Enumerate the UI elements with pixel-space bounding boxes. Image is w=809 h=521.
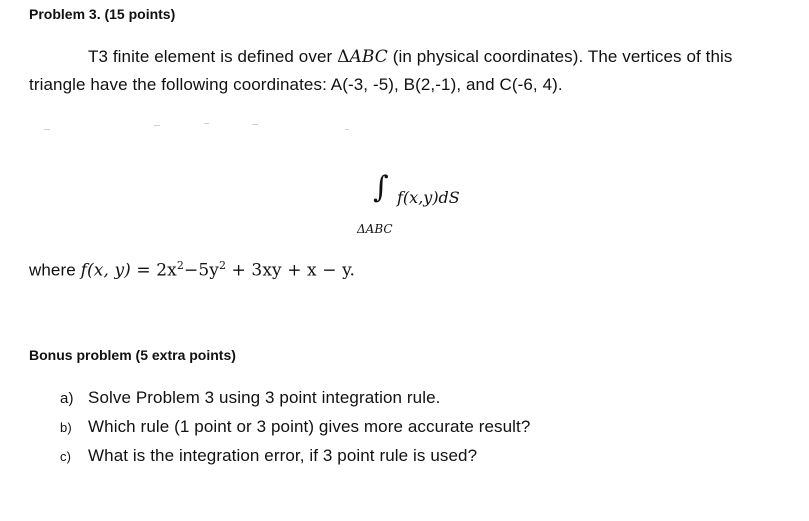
where-prefix: where xyxy=(29,260,81,280)
list-item xyxy=(60,417,530,437)
list-marker: c) xyxy=(60,449,72,464)
list-item xyxy=(60,446,477,466)
function-definition xyxy=(29,259,355,281)
scan-artifact-line xyxy=(204,123,209,124)
list-item-text: Solve Problem 3 using 3 point integration rule. xyxy=(88,388,441,407)
function-remaining-terms: + 3xy + x − y. xyxy=(226,260,356,281)
function-term-2: −5y xyxy=(183,260,219,281)
problem-statement-line-2: triangle have the following coordinates: A(-3, -5), B(2,-1), and C(-6, 4). xyxy=(29,75,563,94)
problem-statement-line-1 xyxy=(88,47,733,67)
scan-artifact-line xyxy=(252,124,258,125)
list-item xyxy=(60,388,440,408)
scan-artifact-line xyxy=(345,129,349,130)
surface-integral xyxy=(357,170,513,240)
statement-text-after-triangle: (in physical coordinates). The vertices of this xyxy=(387,47,733,66)
statement-text-before-triangle: T3 finite element is defined over xyxy=(88,47,338,66)
scan-artifact-line xyxy=(154,125,160,126)
bonus-title: Bonus problem (5 extra points) xyxy=(29,347,236,363)
list-item-text: What is the integration error, if 3 point rule is used? xyxy=(88,446,478,465)
list-marker: b) xyxy=(60,420,72,435)
function-lhs: f(x, y) xyxy=(80,260,131,281)
scan-artifact-line xyxy=(44,129,50,130)
list-marker: a) xyxy=(60,390,74,407)
integral-sign: ∫ xyxy=(373,170,389,205)
function-term-1: = 2x xyxy=(130,260,177,281)
problem-title: Problem 3. (15 points) xyxy=(29,6,176,22)
triangle-delta-symbol: Δ xyxy=(337,47,350,67)
exponent-1: 2 xyxy=(176,259,184,272)
list-item-text: Which rule (1 point or 3 point) gives more accurate result? xyxy=(88,417,531,436)
integration-domain: ΔABC xyxy=(357,222,393,236)
triangle-name: ABC xyxy=(349,47,388,67)
exponent-2: 2 xyxy=(218,259,227,272)
integrand: f(x,y)dS xyxy=(397,188,460,207)
